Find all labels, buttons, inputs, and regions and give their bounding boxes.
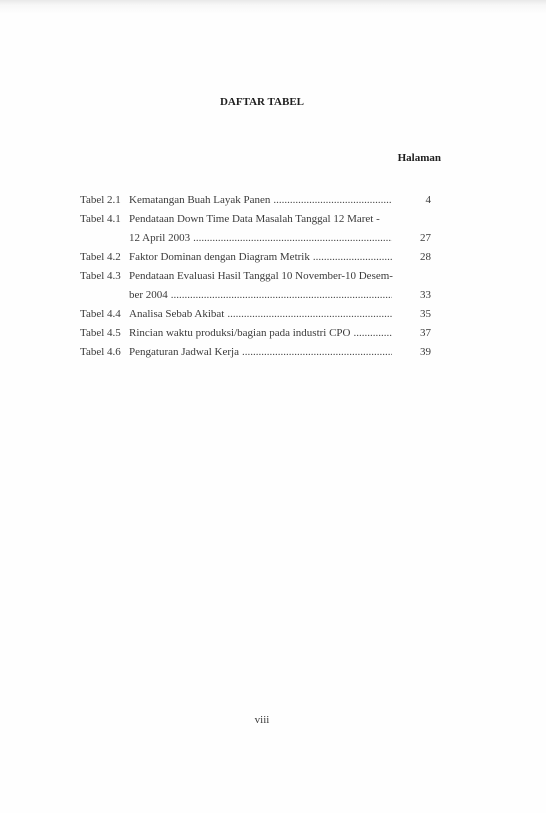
list-item [80, 267, 440, 305]
table-title-continuation: ber 2004 [129, 289, 168, 301]
page-folio: viii [254, 714, 270, 726]
list-item [80, 191, 440, 210]
leader-dots [351, 324, 393, 343]
entry-title-with-leader [129, 286, 392, 305]
entry-line-continuation [80, 286, 440, 305]
table-title: Pengaturan Jadwal Kerja [129, 346, 239, 358]
page-column-header: Halaman [397, 152, 441, 164]
table-label: Tabel 2.1 [80, 194, 121, 206]
table-label: Tabel 4.1 [80, 213, 121, 225]
leader-dots [270, 191, 392, 210]
list-item [80, 305, 440, 324]
table-title-continuation: 12 April 2003 [129, 232, 191, 244]
page-number: 28 [420, 251, 431, 263]
entry-line [80, 343, 440, 362]
table-label: Tabel 4.6 [80, 346, 121, 358]
table-label: Tabel 4.3 [80, 270, 121, 282]
list-item [80, 248, 440, 267]
table-title: Pendataan Evaluasi Hasil Tanggal 10 November-10 Desem- [129, 270, 393, 282]
list-item [80, 343, 440, 362]
table-list [80, 191, 440, 362]
table-label: Tabel 4.2 [80, 251, 121, 263]
leader-dots [190, 229, 392, 248]
list-item [80, 210, 440, 248]
entry-title-with-leader [129, 305, 392, 324]
entry-line-continuation [80, 229, 440, 248]
page-number: 39 [420, 346, 431, 358]
table-label: Tabel 4.5 [80, 327, 121, 339]
entry-title-with-leader [129, 343, 392, 362]
page-number: 27 [420, 232, 431, 244]
page-number: 33 [420, 289, 431, 301]
table-title: Pendataan Down Time Data Masalah Tanggal 12 Maret - [129, 213, 380, 225]
leader-dots [310, 248, 392, 267]
entry-line [80, 210, 440, 229]
table-title: Analisa Sebab Akibat [129, 308, 225, 320]
page-number: 37 [420, 327, 431, 339]
entry-title-with-leader [129, 191, 392, 210]
scan-edge-shadow [0, 0, 546, 14]
leader-dots [239, 343, 392, 362]
page-number: 4 [425, 194, 431, 206]
list-item [80, 324, 440, 343]
entry-title-with-leader [129, 229, 392, 248]
entry-line [80, 324, 440, 343]
leader-dots [224, 305, 392, 324]
table-title: Faktor Dominan dengan Diagram Metrik [129, 251, 310, 263]
entry-line [80, 305, 440, 324]
entry-line [80, 191, 440, 210]
page-number: 35 [420, 308, 431, 320]
table-title: Kematangan Buah Layak Panen [129, 194, 271, 206]
entry-line [80, 267, 440, 286]
entry-title-with-leader [129, 248, 392, 267]
leader-dots [168, 286, 392, 305]
entry-title-with-leader [129, 324, 392, 343]
entry-line [80, 248, 440, 267]
table-label: Tabel 4.4 [80, 308, 121, 320]
page-title: DAFTAR TABEL [219, 96, 305, 108]
table-title: Rincian waktu produksi/bagian pada industri CPO [129, 327, 351, 339]
